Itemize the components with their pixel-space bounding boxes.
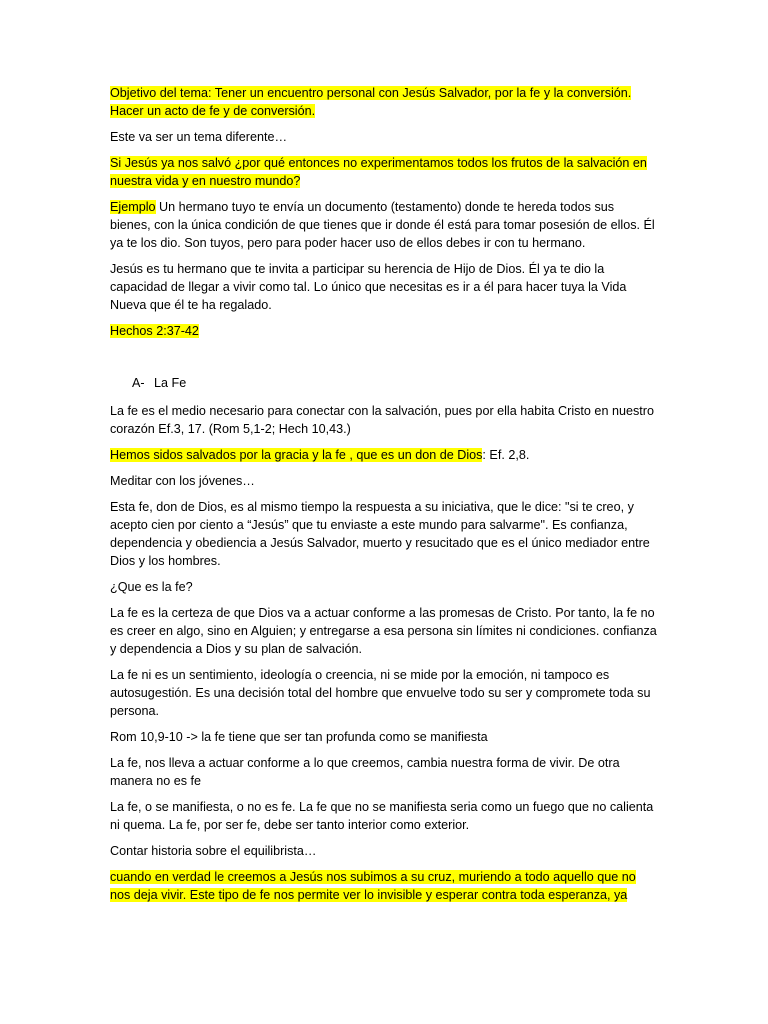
intro-paragraph: Este va ser un tema diferente… (110, 130, 288, 144)
actuar-paragraph: La fe, nos lleva a actuar conforme a lo que creemos, cambia nuestra forma de vivir. De otra manera no es fe (110, 756, 620, 788)
fe-medio-paragraph: La fe es el medio necesario para conectar con la salvación, pues por ella habita Cristo en nuestro corazón Ef.3, 17. (Rom 5,1-2; Hech 10,43.) (110, 404, 654, 436)
contar-paragraph: Contar historia sobre el equilibrista… (110, 844, 317, 858)
rom-paragraph: Rom 10,9-10 -> la fe tiene que ser tan profunda como se manifiesta (110, 730, 488, 744)
cuando-paragraph (110, 868, 658, 904)
pregunta-highlight: Si Jesús ya nos salvó ¿por qué entonces no experimentamos todos los frutos de la salvación en nuestra vida y en nuestro mundo? (110, 156, 647, 188)
jesus-hermano-paragraph: Jesús es tu hermano que te invita a participar su herencia de Hijo de Dios. Él ya te dio la capacidad de llegar a vivir como tal. Lo único que necesitas es ir a él para hacer tuya la Vida Nueva que él te ha regalado. (110, 262, 627, 312)
document-page (110, 84, 658, 912)
pregunta-paragraph (110, 154, 658, 190)
salvados-paragraph (110, 446, 658, 464)
section-title: La Fe (154, 376, 187, 390)
meditar-paragraph: Meditar con los jóvenes… (110, 474, 255, 488)
certeza-paragraph: La fe es la certeza de que Dios va a actuar conforme a las promesas de Cristo. Por tanto, la fe no es creer en algo, sino en Alguien; y entregarse a esa persona sin límites ni condiciones. confianza y dependencia a Dios y su plan de salvación. (110, 606, 657, 656)
hechos-paragraph (110, 322, 658, 340)
ejemplo-paragraph (110, 198, 658, 252)
objetivo-highlight: Objetivo del tema: Tener un encuentro personal con Jesús Salvador, por la fe y la conversión. Hacer un acto de fe y de conversión. (110, 86, 632, 118)
ejemplo-text: Un hermano tuyo te envía un documento (testamento) donde te hereda todos sus bienes, con la única condición de que tienes que ir donde él está para tomar posesión de ellos. Él ya te los dio. Son tuyos, pero para poder hacer uso de ellos debes ir con tu hermano. (110, 200, 655, 250)
hechos-reference: Hechos 2:37-42 (110, 324, 199, 338)
ejemplo-label: Ejemplo (110, 200, 156, 214)
salvados-highlight: Hemos sidos salvados por la gracia y la fe , que es un don de Dios (110, 448, 483, 462)
section-number: A- (132, 376, 145, 390)
objetivo-paragraph (110, 84, 658, 120)
salvados-reference: : Ef. 2,8. (482, 448, 530, 462)
que-es-paragraph: ¿Que es la fe? (110, 580, 193, 594)
cuando-highlight: cuando en verdad le creemos a Jesús nos subimos a su cruz, muriendo a todo aquello que no nos deja vivir. Este tipo de fe nos permite ver lo invisible y esperar contra toda esperanza, ya (110, 870, 636, 902)
manifiesta-paragraph: La fe, o se manifiesta, o no es fe. La fe que no se manifiesta seria como un fuego que no calienta ni quema. La fe, por ser fe, debe ser tanto interior como exterior. (110, 800, 654, 832)
esta-fe-paragraph: Esta fe, don de Dios, es al mismo tiempo la respuesta a su iniciativa, que le dice: "si te creo, y acepto cien por ciento a “Jesús” que tu enviaste a este mundo para salvarme". Es confianza, dependencia y obediencia a Jesús Salvador, muerto y resucitado que es el único mediador entre Dios y los hombres. (110, 500, 650, 568)
section-heading-la-fe (132, 374, 658, 392)
no-sentimiento-paragraph: La fe ni es un sentimiento, ideología o creencia, ni se mide por la emoción, ni tampoco es autosugestión. Es una decisión total del hombre que envuelve todo su ser y compromete toda su persona. (110, 668, 651, 718)
